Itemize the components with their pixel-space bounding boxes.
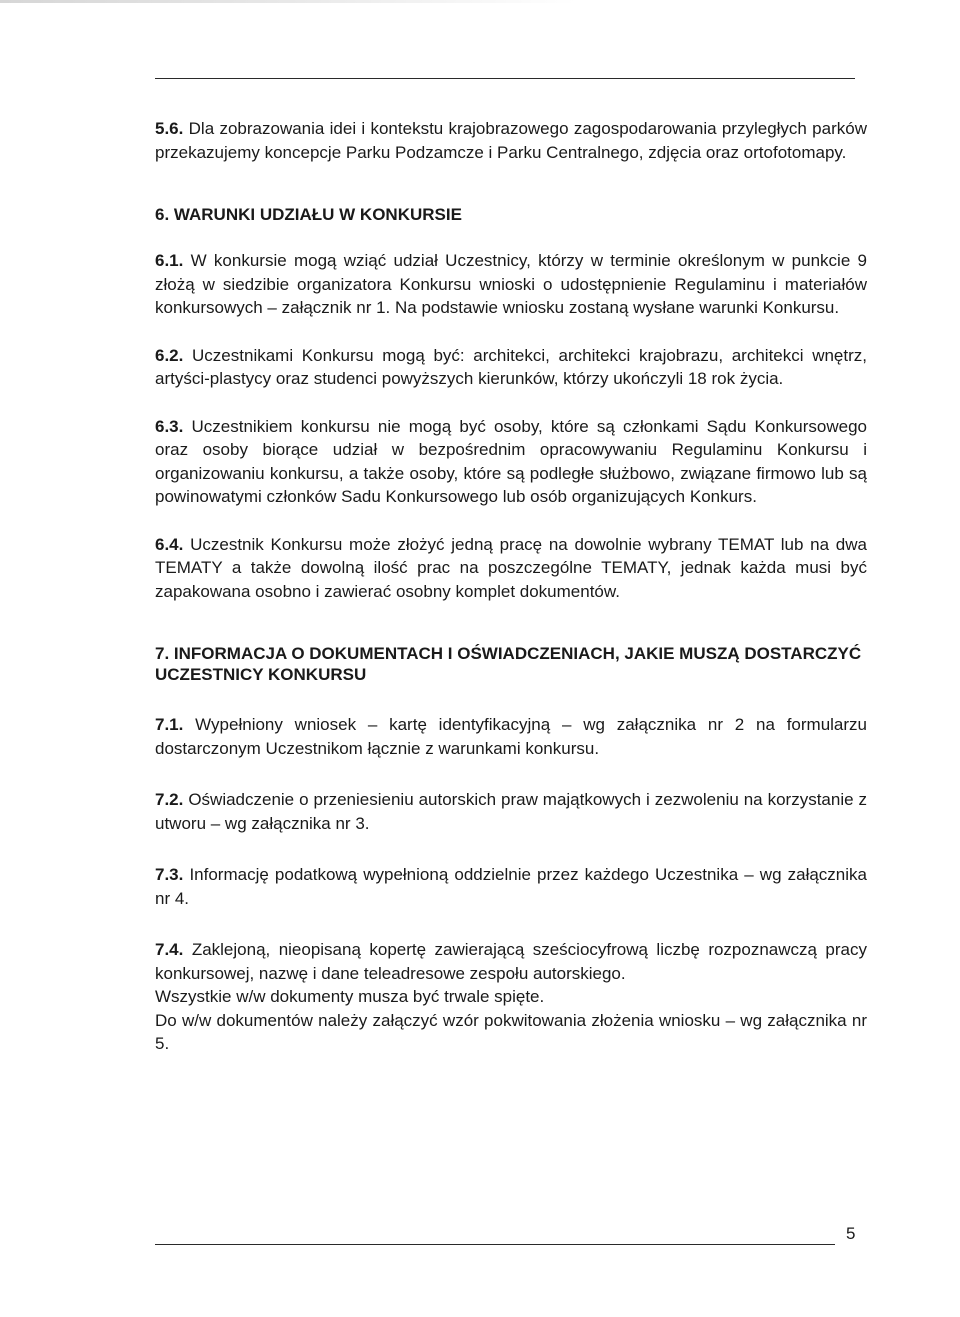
paragraph-7-1 [155,713,867,760]
paragraph-text: Oświadczenie o przeniesieniu autorskich praw majątkowych i zezwoleniu na korzystanie z utworu – wg załącznika nr 3. [155,790,867,833]
paragraph-line: Do w/w dokumentów należy załączyć wzór pokwitowania złożenia wniosku – wg załącznika nr 5. [155,1010,867,1053]
section-heading-6: 6. WARUNKI UDZIAŁU W KONKURSIE [155,205,462,224]
paragraph-number: 6.4. [155,534,184,554]
paragraph-number: 7.1. [155,715,184,734]
paragraph-5-6 [155,117,867,164]
page-number: 5 [846,1224,856,1243]
paragraph-7-2 [155,788,867,835]
paragraph-text: Uczestnikiem konkursu nie mogą być osoby, które są członkami Sądu Konkursowego oraz osoby biorące udział w bezpośrednim opracowywaniu Regulaminu Konkursu i organizowaniu konkursu, a także osoby, które są podległe służbowo, związane firmowo lub są powinowatymi członków Sadu Konkursowego lub osób organizujących Konkurs. [155,416,867,506]
section-heading-7: 7. INFORMACJA O DOKUMENTACH I OŚWIADCZENIACH, JAKIE MUSZĄ DOSTARCZYĆ UCZESTNICY KONKURSU [155,644,862,684]
paragraph-number: 7.4. [155,940,184,959]
paragraph-text: Zaklejoną, nieopisaną kopertę zawierającą sześciocyfrową liczbę rozpoznawczą pracy konkursowej, nazwę i dane teleadresowe zespołu autorskiego. [155,940,867,983]
scan-edge [0,0,960,3]
paragraph-number: 6.2. [155,345,184,365]
paragraph-text: Uczestnikami Konkursu mogą być: architekci, architekci krajobrazu, architekci wnętrz, artyści-plastycy oraz studenci powyższych kierunków, którzy ukończyli 18 rok życia. [155,345,867,388]
paragraph-6-4 [155,533,867,604]
paragraph-number: 6.1. [155,251,184,270]
paragraph-6-2 [155,344,867,391]
footer-rule [155,1244,835,1245]
paragraph-text: Informację podatkową wypełnioną oddzielnie przez każdego Uczestnika – wg załącznika nr 4. [155,865,867,908]
paragraph-text: Wypełniony wniosek – kartę identyfikacyjną – wg załącznika nr 2 na formularzu dostarczonym Uczestnikom łącznie z warunkami konkursu. [155,715,868,758]
paragraph-line: Wszystkie w/w dokumenty musza być trwale spięte. [155,987,545,1006]
paragraph-text: Dla zobrazowania idei i kontekstu krajobrazowego zagospodarowania przyległych parków przekazujemy koncepcje Parku Podzamcze i Parku Centralnego, zdjęcia oraz ortofotomapy. [155,119,867,162]
paragraph-text: Uczestnik Konkursu może złożyć jedną pracę na dowolnie wybrany TEMAT lub na dwa TEMATY a także dowolną ilość prac na poszczególne TEMATY, jednak każda musi być zapakowana osobno i zawierać osobny komplet dokumentów. [155,534,867,601]
paragraph-7-4 [155,938,867,1056]
paragraph-number: 5.6. [155,119,184,138]
document-body [155,117,867,1056]
header-rule [155,78,855,79]
paragraph-text: W konkursie mogą wziąć udział Uczestnicy, którzy w terminie określonym w punkcie 9 złożą w siedzibie organizatora Konkursu wnioski o udostępnienie Regulaminu i materiałów konkursowych – załącznik nr 1. Na podstawie wniosku zostaną wysłane warunki Konkursu. [155,251,867,317]
paragraph-7-3 [155,863,867,910]
paragraph-6-3 [155,415,867,509]
paragraph-number: 7.3. [155,865,184,884]
paragraph-number: 6.3. [155,416,184,436]
paragraph-6-1 [155,249,867,320]
paragraph-number: 7.2. [155,790,184,809]
